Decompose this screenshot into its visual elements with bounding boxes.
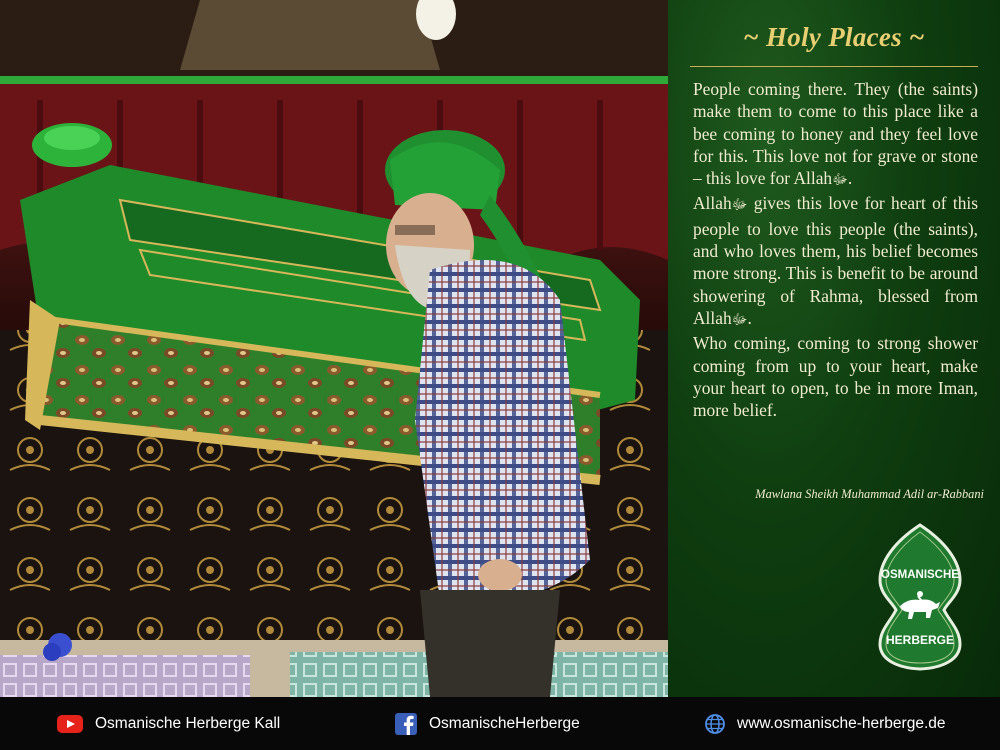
youtube-label: Osmanische Herberge Kall [95,714,281,732]
quote-paragraph-3: Who coming, coming to strong shower coming from up to your heart, make your heart to open, to be in more Iman, more belief. [693,333,978,421]
osmanische-herberge-logo [874,522,966,672]
quote-author: Mawlana Sheikh Muhammad Adil ar-Rabbani [755,487,984,501]
honorific-glyph: ﷻ [731,312,748,328]
quote-panel [668,0,1000,697]
footer-website[interactable] [705,697,946,750]
quote-paragraph-2: Allahﷻ gives this love for heart of this people to love this people (the saints), and who loves them, his belief becomes more strong. This is benefit to be around showering of Rahma, blessed from Allahﷻ. [693,193,978,328]
footer-bar [0,697,1000,750]
footer-facebook[interactable] [395,697,580,750]
footer-youtube[interactable] [57,697,280,750]
quote-paragraph-1: People coming there. They (the saints) make them to come to this place like a bee coming to honey and they feel love for this. This love not for grave or stone – this love for Allahﷻ. [693,79,978,189]
website-label: www.osmanische-herberge.de [737,714,946,732]
honorific-glyph: ﷻ [731,198,748,214]
panel-title: ~ Holy Places ~ [743,22,925,52]
logo-text-2: HERBERGE [885,633,955,647]
globe-icon [705,714,725,734]
facebook-label: OsmanischeHerberge [429,714,580,732]
logo-text-1: OSMANISCHE [881,569,959,581]
facebook-icon [395,713,417,735]
youtube-icon [57,715,83,733]
quote-body [693,78,978,421]
title-divider [690,66,978,67]
honorific-glyph: ﷻ [832,173,848,189]
